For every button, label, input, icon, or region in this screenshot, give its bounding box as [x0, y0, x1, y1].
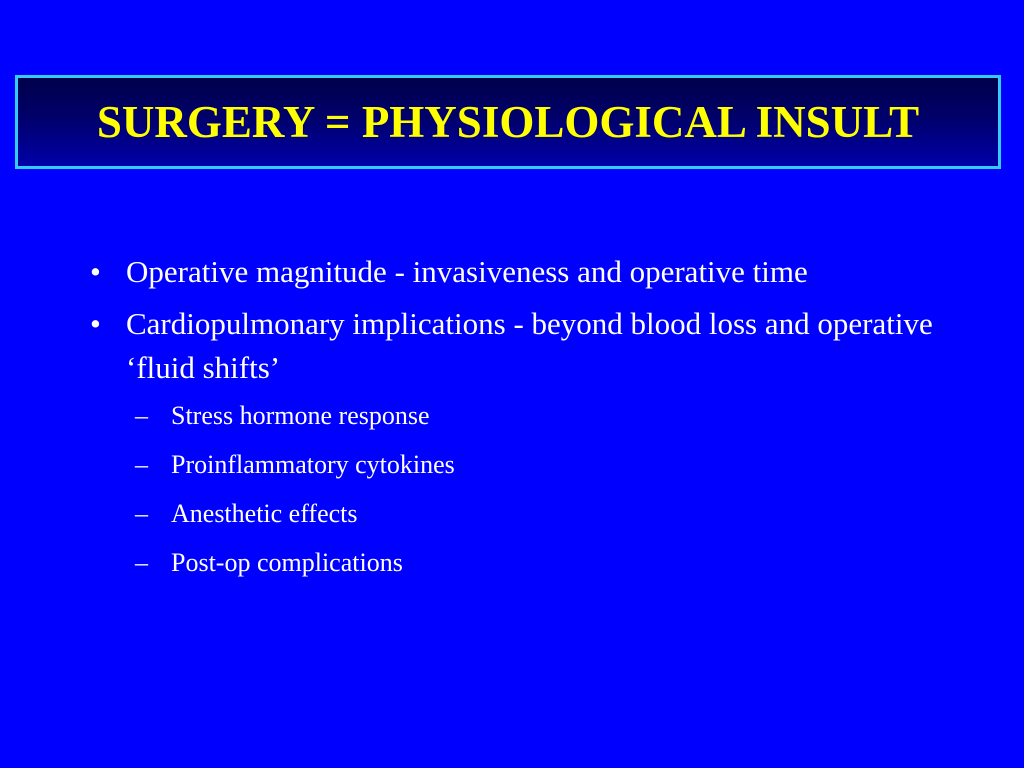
sub-bullet-marker: –: [135, 401, 148, 430]
slide-content: [90, 250, 970, 594]
sub-bullet-item: [135, 447, 970, 483]
sub-bullet-item: [135, 545, 970, 581]
sub-bullet-text: Post-op complications: [171, 548, 403, 577]
sub-bullet-marker: –: [135, 499, 148, 528]
sub-bullet-text: Anesthetic effects: [171, 499, 358, 528]
title-box: [15, 75, 1001, 169]
sub-bullet-text: Proinflammatory cytokines: [171, 450, 455, 479]
bullet-marker: •: [90, 254, 101, 289]
sub-bullet-marker: –: [135, 450, 148, 479]
bullet-text: Operative magnitude - invasiveness and operative time: [126, 254, 808, 289]
bullet-item: [90, 250, 970, 294]
slide-title: SURGERY = PHYSIOLOGICAL INSULT: [96, 96, 920, 147]
sub-bullet-item: [135, 496, 970, 532]
sub-bullet-marker: –: [135, 548, 148, 577]
sub-bullet-text: Stress hormone response: [171, 401, 430, 430]
bullet-marker: •: [90, 306, 101, 341]
bullet-text: Cardiopulmonary implications - beyond blood loss and operative ‘fluid shifts’: [126, 306, 933, 385]
bullet-item: [90, 302, 970, 390]
sub-bullet-item: [135, 398, 970, 434]
